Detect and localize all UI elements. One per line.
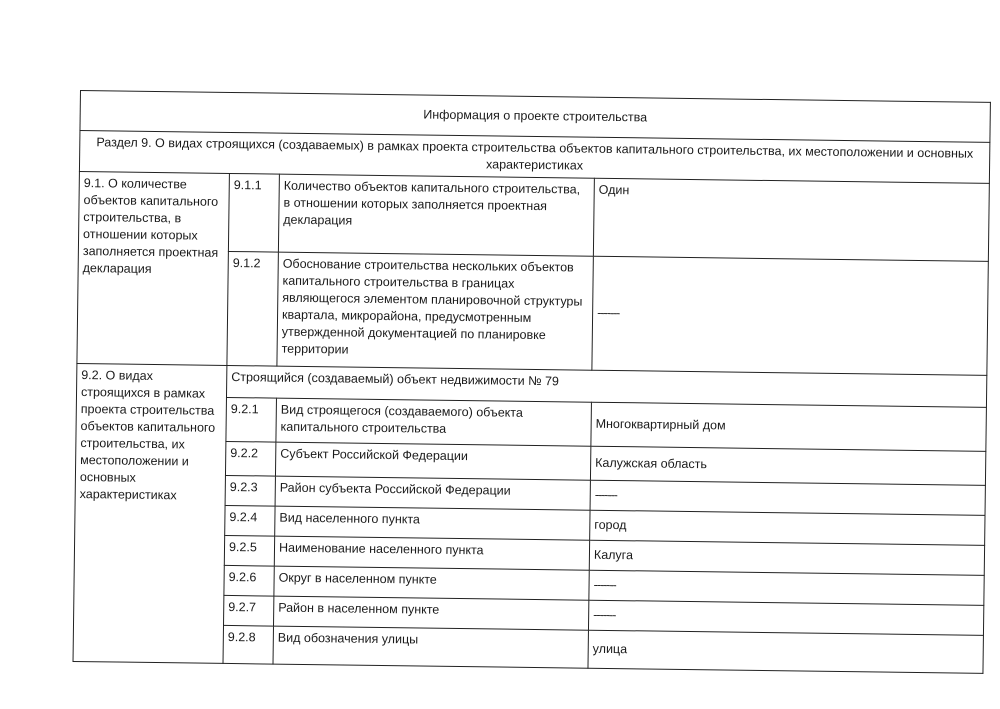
row-name: Вид обозначения улицы [273, 626, 588, 668]
row-name: Количество объектов капитального строительства, в отношении которых заполняется проектная декларация [278, 174, 594, 256]
row-number: 9.2.5 [224, 535, 274, 566]
row-value: ------- [590, 480, 985, 515]
row-name: Округ в населенном пункте [274, 566, 589, 600]
row-value: ------- [589, 570, 984, 605]
row-name: Обоснование строительства нескольких объектов капитального строительства в границах являющегося элементом планировочной структуры квартала, микрорайона, предусмотренным утвержденной документацией по планировке территории [277, 252, 593, 370]
row-number: 9.2.6 [224, 565, 274, 596]
group-label: 9.1. О количестве объектов капитального строительства, в отношении которых заполняется проектная декларация [77, 171, 230, 365]
object-header: Строящийся (создаваемый) объект недвижимости № 79 [226, 365, 986, 407]
row-number: 9.2.7 [224, 595, 274, 626]
section-heading: Раздел 9. О видах строящихся (создаваемых) в рамках проекта строительства объектов капитального строительства, их местоположении и основных характеристиках [79, 131, 989, 184]
row-number: 9.2.3 [225, 475, 275, 506]
row-name: Вид населенного пункта [275, 506, 590, 540]
row-name: Район в населенном пункте [273, 596, 588, 630]
row-value: Калужская область [590, 446, 985, 485]
row-number: 9.1.1 [228, 173, 279, 252]
row-number: 9.1.2 [227, 251, 278, 366]
row-number: 9.2.1 [226, 397, 277, 442]
table-row [78, 171, 989, 261]
row-number: 9.2.8 [223, 625, 273, 664]
row-value: Калуга [589, 540, 984, 575]
row-name: Субъект Российской Федерации [275, 442, 590, 480]
row-name: Район субъекта Российской Федерации [275, 476, 590, 510]
project-info-table [73, 90, 991, 674]
row-value: ------- [588, 600, 983, 635]
document-sheet [73, 90, 990, 674]
row-number: 9.2.4 [225, 505, 275, 536]
row-name: Наименование населенного пункта [274, 536, 589, 570]
row-value: ------- [592, 256, 988, 375]
row-value: Один [593, 178, 989, 261]
row-number: 9.2.2 [225, 441, 275, 476]
table-title: Информация о проекте строительства [80, 91, 990, 143]
row-value: улица [588, 630, 983, 673]
row-value: Многоквартирный дом [591, 402, 987, 451]
group-label: 9.2. О видах строящихся в рамках проекта строительства объектов капитального строительства, их местоположении и основных характеристиках [73, 363, 227, 663]
row-value: город [590, 510, 985, 545]
row-name: Вид строящегося (создаваемого) объекта капитального строительства [276, 398, 592, 446]
